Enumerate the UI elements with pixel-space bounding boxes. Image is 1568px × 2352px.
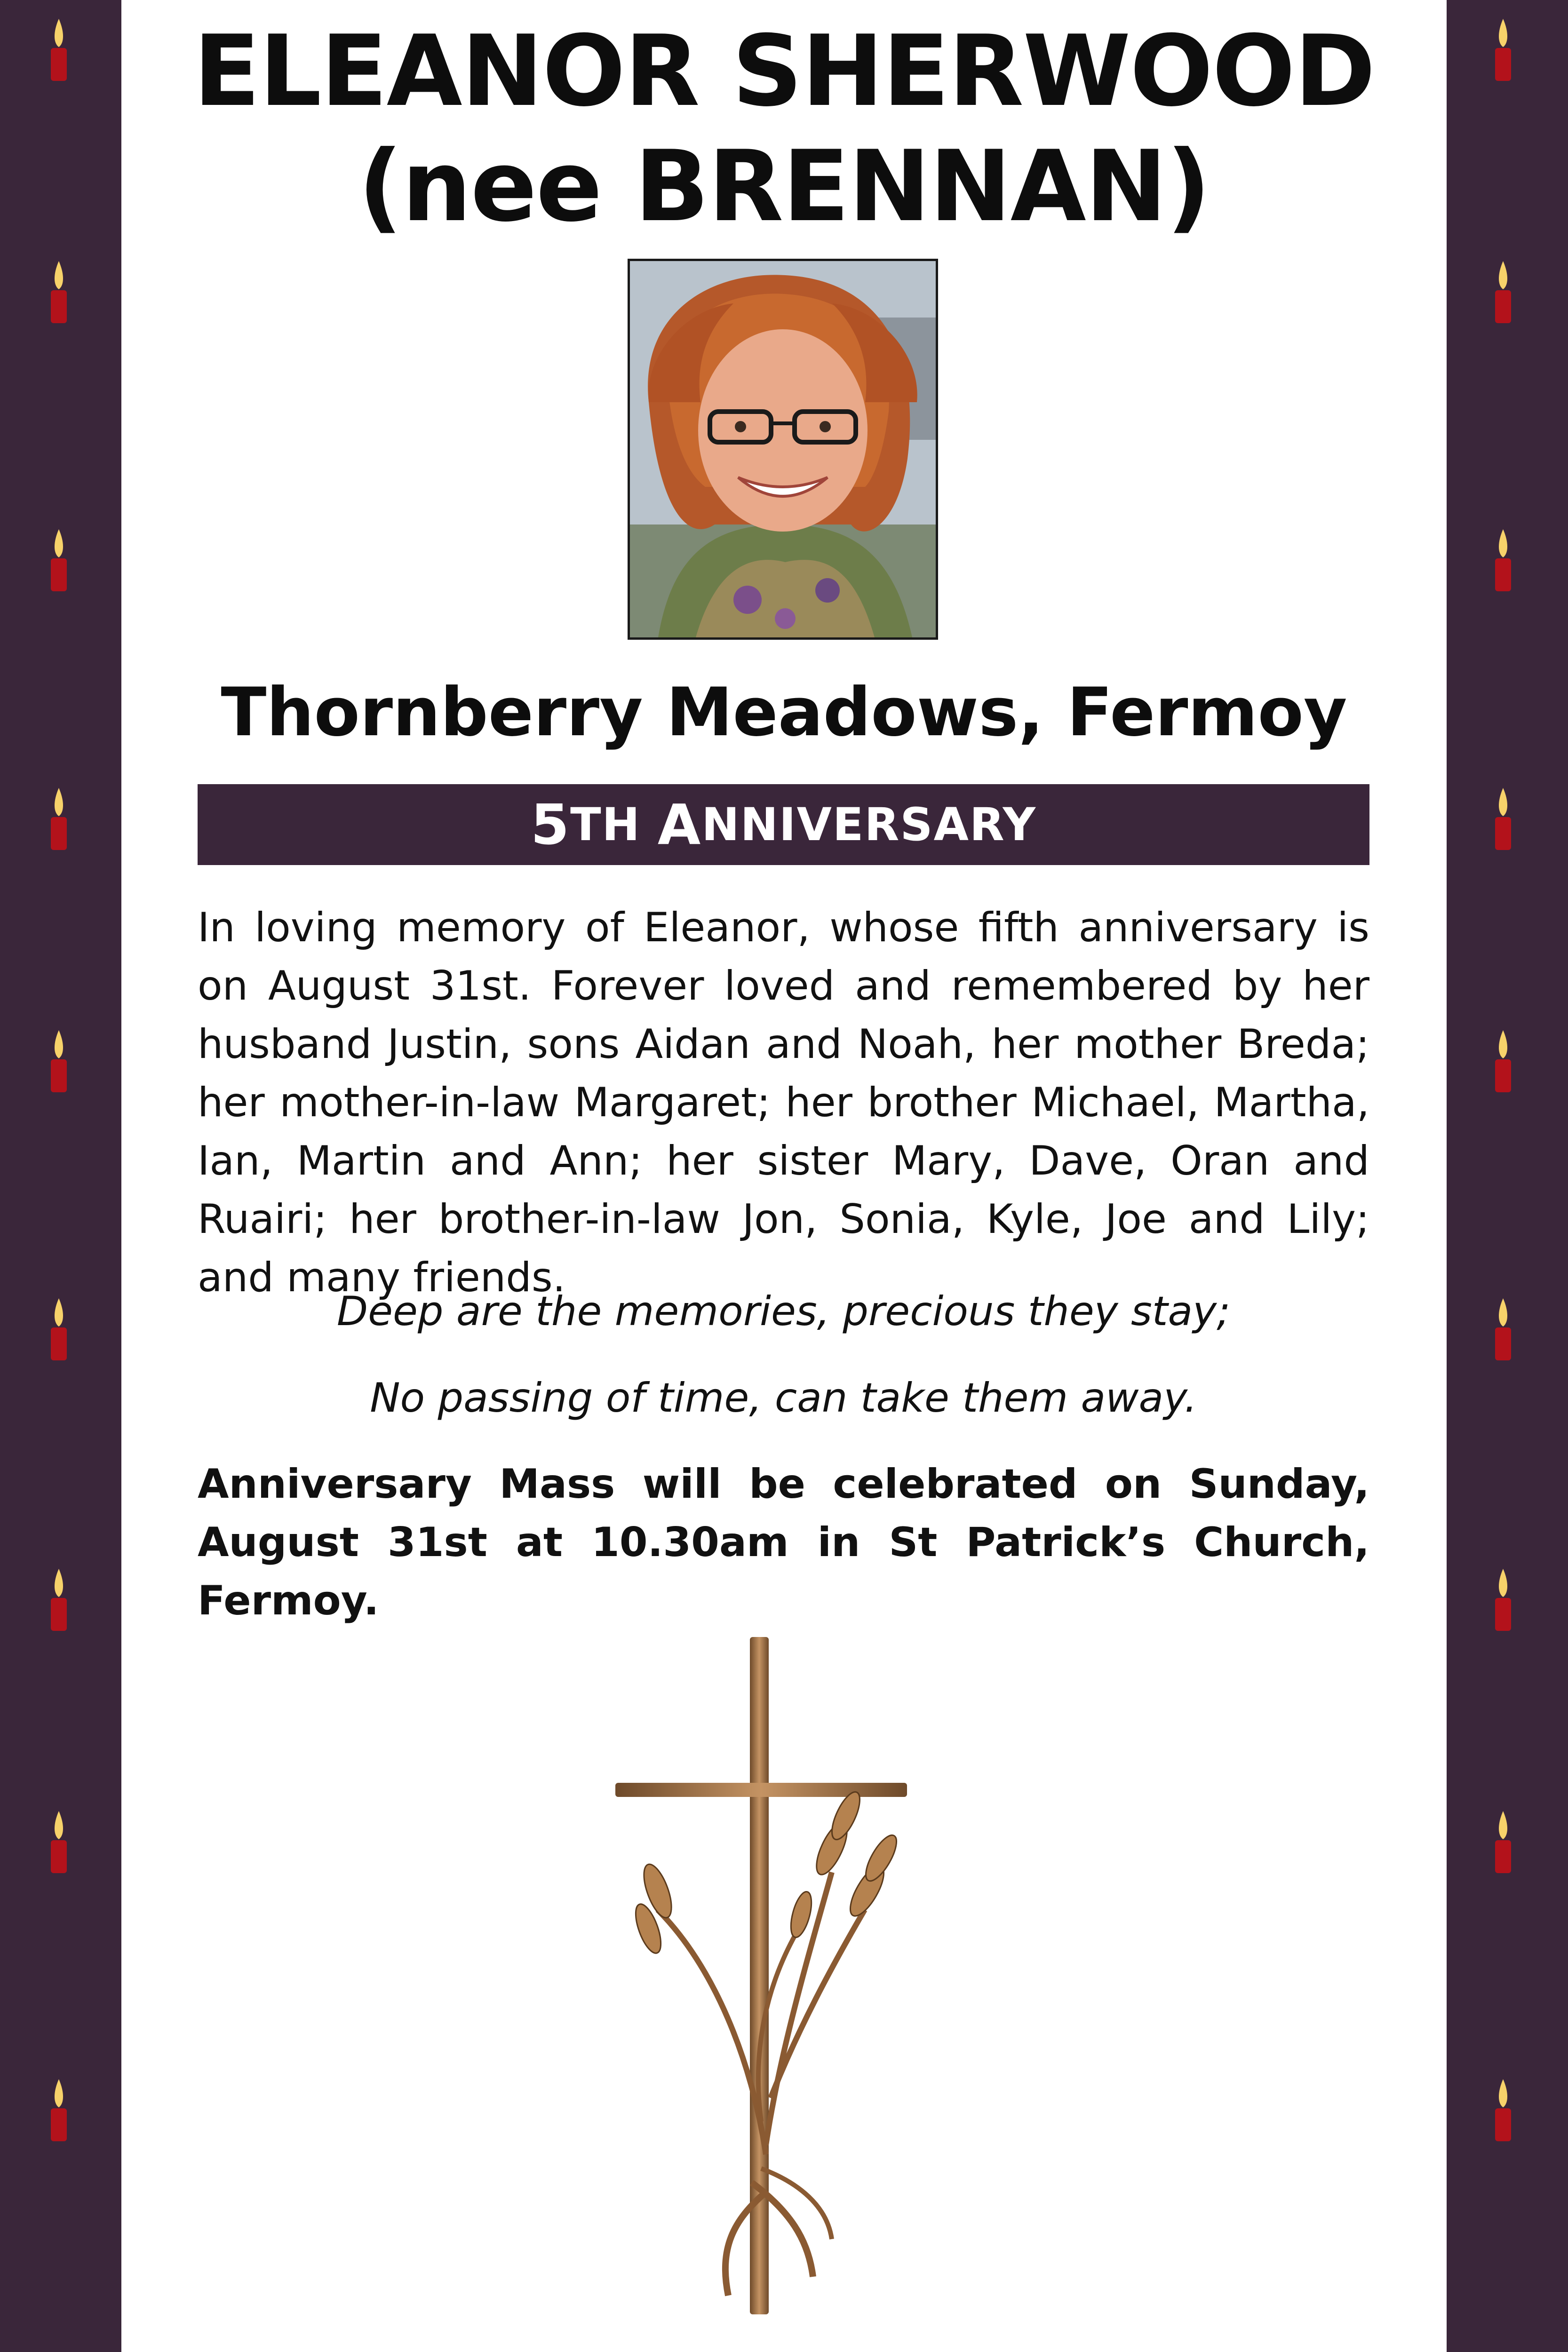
left-border <box>0 0 121 2352</box>
deceased-name <box>121 14 1447 245</box>
banner-suffix: TH <box>570 798 641 851</box>
banner-ordinal: 5 <box>530 792 571 857</box>
candle-icon <box>38 1025 80 1096</box>
candle-icon <box>1482 783 1524 854</box>
candle-icon <box>38 2074 80 2145</box>
verse-line-1: Deep are the memories, precious they stay; <box>336 1288 1231 1335</box>
right-border <box>1447 0 1568 2352</box>
verse-line-2: No passing of time, can take them away. <box>370 1375 1197 1422</box>
candle-icon <box>1482 1564 1524 1635</box>
candle-icon <box>38 1294 80 1364</box>
name-line-1: ELEANOR SHERWOOD <box>193 15 1375 128</box>
candle-icon <box>1482 256 1524 327</box>
anniversary-banner <box>198 784 1369 865</box>
banner-word-rest: NNIVERSARY <box>701 798 1037 851</box>
memorial-text: In loving memory of Eleanor, whose fifth anniversary is on August 31st. Forever loved and remembered by her husband Justin, sons Aidan and Noah, her mother Breda; her mother-in-law Margaret; her brother Michael, Martha, Ian, Martin and Ann; her sister Mary, Dave, Oran and Ruairi; her brother-in-law Jon, Sonia, Kyle, Joe and Lily; and many friends. <box>198 904 1369 1301</box>
portrait-photo <box>628 259 938 640</box>
mass-details: Anniversary Mass will be celebrated on Sunday, August 31st at 10.30am in St Patrick’s Church, Fermoy. <box>198 1461 1369 1624</box>
name-line-2: (nee BRENNAN) <box>358 130 1210 244</box>
candle-icon <box>38 524 80 595</box>
candle-icon <box>38 14 80 85</box>
address-line: Thornberry Meadows, Fermoy <box>221 674 1347 751</box>
banner-word-initial: A <box>657 792 702 857</box>
candle-icon <box>1482 524 1524 595</box>
notice-panel <box>121 0 1447 2352</box>
candle-icon <box>1482 14 1524 85</box>
candle-icon <box>1482 2074 1524 2145</box>
candle-icon <box>38 1806 80 1877</box>
candle-icon <box>38 1564 80 1635</box>
candle-icon <box>1482 1806 1524 1877</box>
cross-with-wheat-icon <box>611 1628 921 2324</box>
candle-icon <box>1482 1294 1524 1364</box>
candle-icon <box>38 256 80 327</box>
candle-icon <box>1482 1025 1524 1096</box>
candle-icon <box>38 783 80 854</box>
